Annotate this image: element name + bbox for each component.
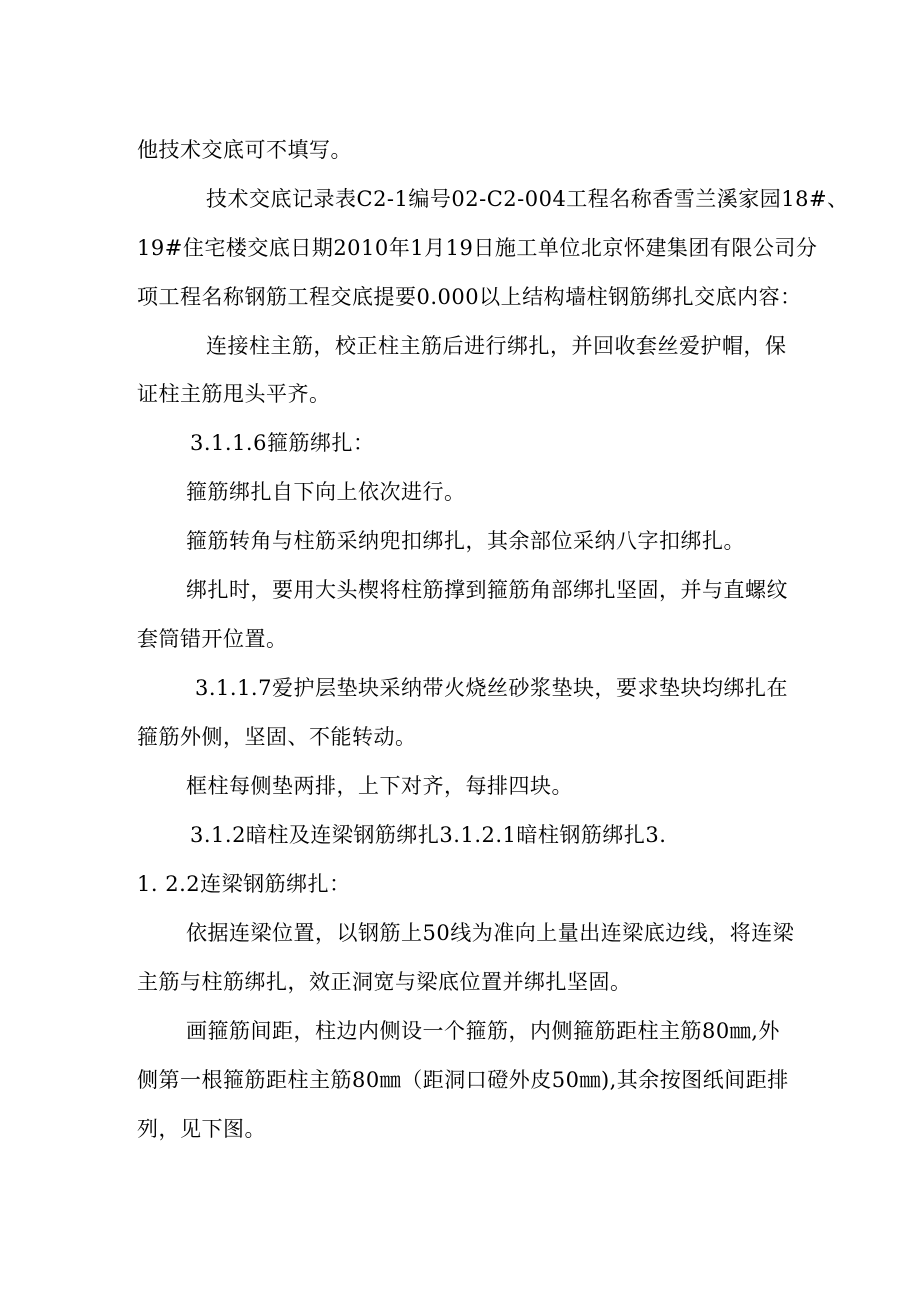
text-line-21: 列，见下图。 (137, 1117, 266, 1141)
text-line-5: 连接柱主筋，校正柱主筋后进行绑扎，并回收套丝爱护帽，保 (206, 334, 787, 358)
text-line-12: 3.1.1.7爱护层垫块采纳带火烧丝砂浆垫块，要求垫块均绑扎在 (195, 676, 788, 700)
text-line-17: 依据连梁位置，以钢筋上50线为准向上量出连梁底边线，将连梁 (186, 921, 795, 945)
text-line-9: 箍筋转角与柱筋采纳兜扣绑扎，其余部位采纳八字扣绑扎。 (186, 529, 745, 553)
text-line-14: 框柱每侧垫两排，上下对齐，每排四块。 (186, 774, 573, 798)
text-line-11: 套筒错开位置。 (137, 627, 288, 651)
text-line-6: 证柱主筋甩头平齐。 (137, 382, 331, 406)
text-line-7: 3.1.1.6箍筋绑扎： (190, 431, 375, 455)
text-line-19: 画箍筋间距，柱边内侧设一个箍筋，内侧箍筋距柱主筋80㎜,外 (186, 1019, 780, 1043)
text-line-13: 箍筋外侧，坚固、不能转动。 (137, 725, 417, 749)
text-line-8: 箍筋绑扎自下向上依次进行。 (186, 480, 466, 504)
text-line-15: 3.1.2暗柱及连梁钢筋绑扎3.1.2.1暗柱钢筋绑扎3. (190, 823, 667, 847)
text-line-18: 主筋与柱筋绑扎，效正洞宽与梁底位置并绑扎坚固。 (137, 970, 632, 994)
text-line-4: 项工程名称钢筋工程交底提要0.000以上结构墙柱钢筋绑扎交底内容： (137, 285, 802, 309)
text-line-1: 他技术交底可不填写。 (137, 138, 352, 162)
text-line-2: 技术交底记录表C2-1编号02-C2-004工程名称香雪兰溪家园18#、 (206, 187, 849, 211)
text-line-16: 1. 2.2连梁钢筋绑扎： (137, 872, 351, 896)
text-line-10: 绑扎时，要用大头楔将柱筋撑到箍筋角部绑扎坚固，并与直螺纹 (186, 578, 788, 602)
text-line-20: 侧第一根箍筋距柱主筋80㎜（距洞口磴外皮50㎜),其余按图纸间距排 (137, 1068, 789, 1092)
text-line-3: 19#住宅楼交底日期2010年1月19日施工单位北京怀建集团有限公司分 (137, 236, 818, 260)
